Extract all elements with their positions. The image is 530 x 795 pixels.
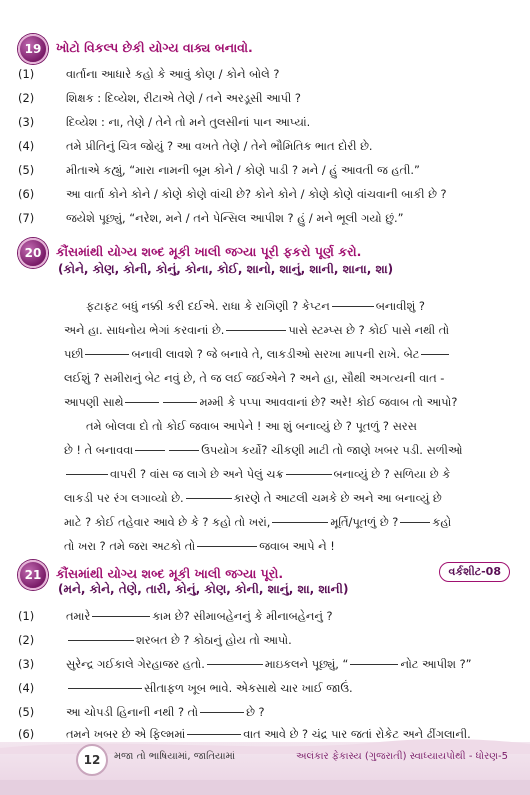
- list-item: (4) સીતાફળ ખૂબ ભાવે. એકસાથે ચાર ખાઈ જાઉં.: [18, 681, 353, 695]
- list-item: (2) શિક્ષક : દિવ્યેશ, રીટાએ તેણે / તને અરડૂસી આપી ?: [18, 91, 301, 105]
- fill-blank[interactable]: [68, 688, 142, 689]
- list-item: (5) મીતાએ કહ્યું, “મારા નામની બૂમ કોને / કોણે પાડી ? મને / હું આવતી જ હતી.”: [18, 163, 420, 177]
- fill-blank[interactable]: [272, 522, 328, 523]
- paragraph-line: તમે બોલવા દો તો કોઈ જવાબ આપેને ! આ શું બનાવ્યું છે ? પૂતળું ? સરસ: [86, 419, 417, 433]
- footer-bar: [0, 780, 530, 795]
- section-title: કૌંસમાંથી યોગ્ય શબ્દ મૂકી ખાલી જગ્યા પૂરી ફકરો પૂર્ણ કરો.: [56, 244, 362, 259]
- paragraph-line: માટે ? કોઈ તહેવાર આવે છે કે ? કહો તો ખરાં, મૂર્તિ/પૂતળું છે ? કહો: [64, 515, 452, 529]
- fill-blank[interactable]: [169, 450, 199, 451]
- list-item: (1) વાર્તાના આધારે કહો કે આવું કોણ / કોને બોલે ?: [18, 67, 280, 81]
- paragraph-line: વાપરી ? વાંસ જ લાગે છે અને પેલું ચક્ર બનાવ્યું છે ? સળિયા છે કે: [64, 464, 450, 484]
- paragraph-line: તો ખરા ? તમે જરા અટકો તો જવાબ આપે ને !: [64, 539, 335, 553]
- footer-right-text: અલંકાર ફેકાસ્ય (ગુજરાતી) સ્વાધ્યાયપોથી - ધોરણ-5: [295, 751, 508, 762]
- fill-blank[interactable]: [332, 306, 374, 307]
- fill-blank[interactable]: [163, 402, 197, 403]
- fill-blank[interactable]: [85, 354, 129, 355]
- fill-blank[interactable]: [186, 498, 232, 499]
- list-item: (3) સુરેન્દ્ર ગઈકાલે ગેરહાજર હતો. માઇકલને પૂછ્યું, “ નોટ આપીશ ?”: [18, 657, 472, 671]
- list-item: (6) તમને ખબર છે એ ફિલ્મમાં વાત આવે છે ? ચંદ્ર પાર જતાં રોકેટ અને ઢીંગલાની.: [18, 727, 471, 741]
- worksheet-tag: વર્કશીટ-08: [439, 562, 510, 582]
- footer-left-text: મજા તો ભાષિયામાં, જાતિયામાં: [114, 751, 236, 762]
- list-item: (1) તમારે કામ છે? સીમાબહેનનું કે મીનાબહેનનું ?: [18, 609, 333, 623]
- section-number-badge: 20: [18, 238, 48, 268]
- list-item: (3) દિવ્યેશ : ના, તેણે / તેને તો મને તુલસીનાં પાન આપ્યાં.: [18, 115, 311, 129]
- list-item: (4) તમે પ્રીતિનું ચિત્ર જોયું ? આ વખતે તેણે / તેને ભૌમિતિક ભાત દોરી છે.: [18, 139, 373, 153]
- fill-blank[interactable]: [400, 522, 430, 523]
- fill-blank[interactable]: [68, 640, 134, 641]
- fill-blank[interactable]: [207, 664, 263, 665]
- paragraph-line: છે ! તે બનાવવા ઉપયોગ કર્યો? ચીકણી માટી તો જાણે ખબર પડી. સળીઓ: [64, 443, 463, 457]
- list-item: (5) આ ચોપડી હિનાની નથી ? તો છે ?: [18, 705, 265, 719]
- list-item: (7) જયેશે પૂછ્યું, “નરેશ, મને / તને પેન્સિલ આપીશ ? હું / મને ભૂલી ગયો છું.”: [18, 211, 404, 225]
- word-options: (કોને, કોણ, કોની, કોનું, કોના, કોઈ, શાનો, શાનું, શાની, શાના, શા): [58, 262, 394, 276]
- paragraph-line: લાકડી પર રંગ લગાવ્યો છે. કારણે તે આટલી ચમકે છે અને આ બનાવ્યું છે: [64, 491, 442, 505]
- fill-blank[interactable]: [350, 664, 398, 665]
- section-title: ખોટો વિકલ્પ છેકી યોગ્ય વાક્ય બનાવો.: [56, 40, 253, 55]
- section-number-badge: 19: [18, 34, 48, 64]
- fill-blank[interactable]: [135, 450, 165, 451]
- fill-blank[interactable]: [200, 712, 244, 713]
- word-options: (મને, કોને, તેણે, તારી, કોનું, કોણ, કોની, શાનું, શા, શાની): [58, 582, 349, 596]
- fill-blank[interactable]: [421, 354, 449, 355]
- section-title: કૌંસમાંથી યોગ્ય શબ્દ મૂકી ખાલી જગ્યા પૂરો.: [56, 566, 284, 581]
- paragraph-line: લઈશું ? સમીરાનું બેટ નવું છે, તે જ લઈ જઈએને ? અને હા, સૌથી અગત્યની વાત -: [64, 371, 445, 385]
- fill-blank[interactable]: [286, 474, 332, 475]
- fill-blank[interactable]: [125, 402, 159, 403]
- list-item: (2) શરબત છે ? કોઠાનું હોય તો આપો.: [18, 633, 292, 647]
- paragraph-line: પછી બનાવી લાવશે ? જે બનાવે તે, લાકડીઓ સરખા માપની રાખે. બેટ: [64, 344, 451, 364]
- fill-blank[interactable]: [66, 474, 108, 475]
- page-number: 12: [76, 744, 108, 776]
- paragraph-line: આપણી સાથે મમ્મી કે પપ્પા આવવાનાં છે? અરે! કોઈ જવાબ તો આપો?: [64, 395, 458, 409]
- paragraph-line: ફટાફટ બધું નક્કી કરી દઈએ. રાધા કે રાગિણી ? કેપ્ટન બનાવીશું ?: [86, 299, 425, 313]
- fill-blank[interactable]: [226, 330, 286, 331]
- section-19-header: [18, 34, 253, 64]
- fill-blank[interactable]: [92, 616, 150, 617]
- section-number-badge: 21: [18, 560, 48, 590]
- fill-blank[interactable]: [197, 546, 257, 547]
- paragraph-line: અને હા. સાધનોય ભેગાં કરવાનાં છે. પાસે સ્ટમ્પ્સ છે ? કોઈ પાસે નથી તો: [64, 323, 450, 337]
- list-item: (6) આ વાર્તા કોને કોને / કોણે કોણે વાંચી છે? કોને કોને / કોણે કોણે વાંચવાની બાકી છે ?: [18, 187, 447, 201]
